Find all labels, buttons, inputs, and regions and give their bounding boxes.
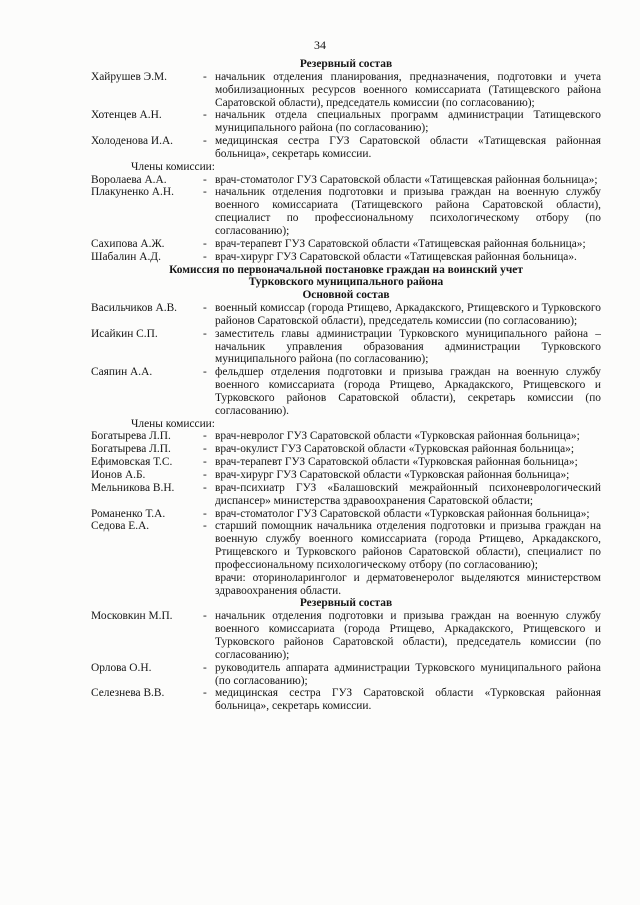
member-role: врач-терапевт ГУЗ Саратовской области «Турковская районная больница»; — [215, 456, 578, 469]
page-number: 34 — [314, 38, 326, 52]
dash-separator: - — [203, 456, 207, 469]
member-name: Хайрушев Э.М. — [91, 70, 168, 83]
member-entry — [91, 430, 601, 443]
dash-separator: - — [203, 366, 207, 379]
dash-separator: - — [203, 469, 207, 481]
member-entry — [91, 366, 601, 417]
member-name: Сахипова А.Ж. — [91, 237, 165, 250]
note-text: врачи: оториноларинголог и дерматовенеролог выделяются министерством здравоохранения области. — [215, 571, 601, 597]
member-role: заместитель главы администрации Турковского муниципального района – начальник управления образования администрации Турковского муниципального района (по согласованию); — [215, 327, 601, 366]
section-heading: Комиссия по первоначальной постановке граждан на воинский учет — [169, 263, 523, 276]
member-role: начальник отделения подготовки и призыва граждан на военную службу военного комиссариата (города Ртищево, Аркадакского, Ртищевского и Турковского районов Саратовской области), председатель комиссии (по согласованию); — [215, 610, 601, 661]
dash-separator: - — [203, 250, 207, 263]
member-name: Богатырева Л.П. — [91, 443, 171, 456]
member-role: врач-невролог ГУЗ Саратовской области «Турковская районная больница»; — [215, 430, 580, 443]
member-role: старший помощник начальника отделения подготовки и призыва граждан на военную службу военного комиссариата (города Ртищево, Аркадакского, Ртищевского и Турковского районов Саратовской области), специалист по профессиональному психологическому отбору (по согласованию); — [215, 520, 601, 571]
member-role: врач-хирург ГУЗ Саратовской области «Турковская районная больница»; — [215, 469, 570, 481]
member-name: Хотенцев А.Н. — [91, 109, 162, 122]
dash-separator: - — [203, 520, 207, 533]
dash-separator: - — [203, 430, 207, 443]
members-subheading: Члены комиссии: — [131, 160, 215, 173]
member-name: Васильчиков А.В. — [91, 302, 178, 315]
member-role: врач-психиатр ГУЗ «Балашовский межрайонный психоневрологический диспансер» министерства здравоохранения Саратовской области; — [215, 481, 601, 507]
member-entry — [91, 71, 601, 110]
member-entry — [91, 610, 601, 661]
member-role: врач-хирург ГУЗ Саратовской области «Татищевская районная больница». — [215, 250, 577, 263]
dash-separator: - — [203, 687, 207, 700]
member-entry — [91, 482, 601, 508]
member-entry — [91, 302, 601, 328]
member-entry — [91, 135, 601, 161]
dash-separator: - — [203, 109, 207, 122]
member-name: Шабалин А.Д. — [91, 250, 161, 263]
member-name: Богатырева Л.П. — [91, 430, 171, 443]
dash-separator: - — [203, 237, 207, 250]
member-entry — [91, 251, 601, 264]
member-entry — [91, 328, 601, 367]
member-name: Ефимовская Т.С. — [91, 456, 173, 469]
member-name: Московкин М.П. — [91, 610, 173, 623]
member-role: медицинская сестра ГУЗ Саратовской области «Турковская районная больница», секретарь комиссии. — [215, 687, 601, 713]
member-entry — [91, 456, 601, 469]
member-name: Ионов А.Б. — [91, 469, 146, 481]
member-entry — [91, 520, 601, 571]
member-role: начальник отдела специальных программ администрации Татищевского муниципального района (по согласованию); — [215, 109, 601, 135]
member-role: военный комиссар (города Ртищево, Аркадакского, Ртищевского и Турковского районов Саратовской области), председатель комиссии (по согласованию); — [215, 302, 601, 327]
member-entry — [91, 186, 601, 237]
dash-separator: - — [203, 661, 207, 674]
member-role: начальник отделения подготовки и призыва граждан на военную службу военного комиссариата (Татищевского района Саратовской области), специалист по профессиональному психологическому отбору (по согласованию); — [215, 186, 601, 237]
member-entry — [91, 687, 601, 713]
dash-separator: - — [203, 481, 207, 494]
member-role: врач-стоматолог ГУЗ Саратовской области «Татищевская районная больница»; — [215, 173, 598, 186]
member-name: Плакуненко А.Н. — [91, 186, 174, 199]
dash-separator: - — [203, 610, 207, 623]
member-role: руководитель аппарата администрации Турковского муниципального района (по согласованию); — [215, 661, 601, 687]
member-name: Селезнева В.В. — [91, 687, 165, 700]
section-heading: Резервный состав — [299, 58, 393, 70]
dash-separator: - — [203, 70, 207, 83]
section-heading: Турковского муниципального района — [248, 276, 444, 289]
member-entry — [91, 174, 601, 187]
dash-separator: - — [203, 186, 207, 199]
member-name: Саяпин А.А. — [91, 366, 153, 379]
section-heading: Основной состав — [302, 289, 390, 302]
member-entry — [91, 662, 601, 688]
section-heading: Резервный состав — [299, 597, 393, 610]
member-role: медицинская сестра ГУЗ Саратовской области «Татищевская районная больница», секретарь комиссии. — [215, 135, 601, 160]
member-name: Мельникова В.Н. — [91, 481, 175, 494]
dash-separator: - — [203, 507, 207, 520]
dash-separator: - — [203, 327, 207, 340]
member-name: Воролаева А.А. — [91, 173, 167, 186]
document-body — [91, 58, 601, 713]
members-subheading: Члены комиссии: — [131, 417, 215, 430]
member-name: Седова Е.А. — [91, 520, 150, 533]
member-role: фельдшер отделения подготовки и призыва граждан на военную службу военного комиссариата (города Ртищево, Аркадакского, Ртищевского и Турковского районов Саратовской области), секретарь комиссии (по согласованию). — [215, 366, 601, 417]
dash-separator: - — [203, 443, 207, 456]
member-name: Романенко Т.А. — [91, 507, 166, 520]
member-entry — [91, 109, 601, 135]
member-role: врач-окулист ГУЗ Саратовской области «Турковская районная больница»; — [215, 443, 574, 456]
member-role: врач-стоматолог ГУЗ Саратовской области «Турковская районная больница»; — [215, 507, 590, 520]
member-name: Холоденова И.А. — [91, 135, 174, 148]
member-entry — [91, 238, 601, 251]
member-role: врач-терапевт ГУЗ Саратовской области «Татищевская районная больница»; — [215, 237, 586, 250]
member-entry — [91, 469, 601, 482]
member-name: Орлова О.Н. — [91, 661, 152, 674]
dash-separator: - — [203, 135, 207, 148]
dash-separator: - — [203, 302, 207, 315]
dash-separator: - — [203, 173, 207, 186]
member-name: Исайкин С.П. — [91, 327, 158, 340]
member-entry — [91, 508, 601, 521]
member-entry — [91, 443, 601, 456]
member-role: начальник отделения планирования, предназначения, подготовки и учета мобилизационных ресурсов военного комиссариата (Татищевского района Саратовской области), председатель комиссии (по согласованию); — [215, 70, 601, 109]
